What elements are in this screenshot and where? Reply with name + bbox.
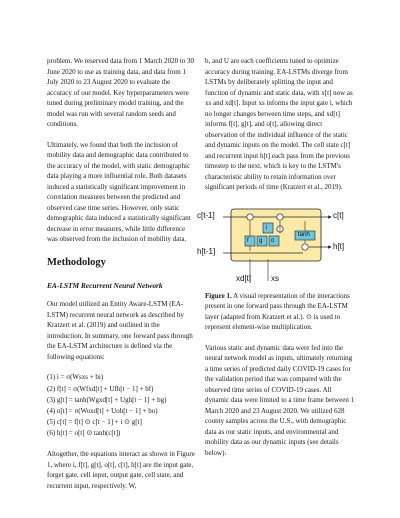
multiply-node [302,243,308,249]
label-tanh: tanh [298,231,310,238]
equation: (5) c[t] = f[t] ⊙ c[t − 1] + i ⊙ g[t] [47,418,142,427]
caption-text: A visual representation of the interactions present in one forward pass through the EA-LSTM layer (adapted from Kratzert et al.). ⊙ is used to represent element-wise multiplication. [205,291,350,331]
label-gate-i: i [266,224,268,231]
figure-caption [205,291,355,333]
equation: (6) h[t] = o[t] ⊙ tanh(c[t]) [47,429,121,438]
equation-list [47,372,195,439]
caption-label: Figure 1. [205,291,232,300]
add-node [277,213,283,219]
paragraph: Ultimately, we found that both the inclusion of mobility data and demographic data contributed to the accuracy of the model, with static demographic data playing a more influential role. Both datasets induced a statistically significant improvement in correlation measures between the predicted and observed case time series. However, only static demographic data induced a statistically significant decrease in error measures, while little difference was observed from the inclusion of mobility data. [47,140,191,243]
equation: (1) i = σ(Wsxs + bi) [47,373,104,382]
paragraph: Our model utilized an Entity Aware-LSTM (EA-LSTM) recurrent neural network as described by Kratzert et al. (2019) and outlined in the introduction. In summary, one forward pass through the EA-LSTM architecture is defined via the following equations: [47,300,193,361]
label-gate-g: g [259,237,263,244]
equation: (4) o[t] = σ(Woxd[t] + Uoh[t − 1] + bo) [47,406,158,415]
paragraph: Altogether, the equations interact as shown in Figure 1, where i, f[t], g[t], o[t], c[t], h[t] are the input gate, forget gate, cell input, output gate, cell state, and recurrent input, respectively. W, [47,450,195,490]
equation: (2) f[t] = σ(Wfxd[t] + Ufh[t − 1] + bf) [47,384,154,393]
equation: (3) g[t] = tanh(Wgxd[t] + Ugh[t − 1] + bg) [47,395,167,404]
section-heading: Methodology [47,256,106,268]
label-xs: xs [271,273,279,283]
paragraph: problem. We reserved data from 1 March 2020 to 30 June 2020 to use as training data, and data from 1 July 2020 to 23 August 2020 to evaluate the accuracy of our model. Key hyperparameters were tuned during preliminary model training, and the model was run with several random seeds and conditions. [47,57,195,128]
label-xd: xd[t] [236,273,252,283]
label-c-out: c[t] [333,210,344,220]
paragraph: Various static and dynamic data were fed into the neural network model as inputs, ultimately returning a time series of predicted daily COVID-19 cases for the validation period that was compared with the observed time series of COVID-19 cases. All dynamic data were limited to a time frame between 1 March 2020 and 23 August 2020. We utilized 628 county samples across the U.S., with demographic data as our static inputs, and environmental and mobility data as our dynamic inputs (see details below). [205,343,355,457]
ea-lstm-diagram [197,203,355,283]
left-column [47,56,195,501]
label-h-in: h[t-1] [197,246,216,256]
label-c-in: c[t-1] [197,210,215,220]
label-h-out: h[t] [333,241,345,251]
right-column [197,56,355,468]
subsection-heading: EA-LSTM Recurrent Neural Network [47,281,163,291]
multiply-node [247,213,253,219]
gate-i [263,223,273,233]
label-gate-f: f [247,237,249,244]
paragraph: b, and U are each coefficients tuned to optimize accuracy during training. EA-LSTMs diverge from LSTMs by deliberately splitting the input and function of dynamic and static data, with x[t] now as xs and xd[t]. Input xs informs the input gate i, which no longer changes between time steps, and xd[t] informs f[t], g[t], and o[t], allowing direct observation of the individual influence of the static and dynamic inputs on the model. The cell state c[t] and recurrent input h[t] each pass from the previous timestep to the next, which is key to the LSTM's characteristic ability to retain information over significant periods of time (Kratzert et al., 2019). [205,57,353,191]
label-gate-o: o [271,237,275,244]
